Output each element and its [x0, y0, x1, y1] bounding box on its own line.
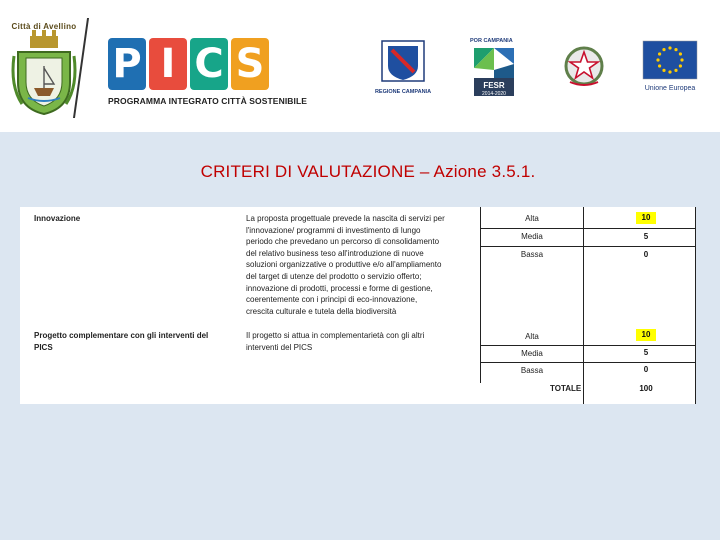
- regione-campania-logo: [374, 40, 432, 96]
- pics-letter-s: S: [231, 38, 269, 90]
- level-bassa: Bassa: [520, 250, 544, 259]
- score-media: 5: [643, 348, 649, 357]
- page-title: CRITERI DI VALUTAZIONE – Azione 3.5.1.: [200, 162, 536, 181]
- level-media: Media: [521, 349, 543, 358]
- italian-republic-emblem: [562, 42, 606, 92]
- criterion-complementare: [34, 330, 208, 353]
- criterion-complementare-description: [246, 330, 480, 353]
- score-bassa: 0: [643, 250, 649, 259]
- grid-line: [480, 246, 696, 247]
- por-caption: POR CAMPANIA: [470, 38, 513, 44]
- description-line: soluzioni organizzative o produttive e/o all'ampliamento: [246, 260, 442, 270]
- city-crest-text: Città di Avellino: [11, 22, 77, 31]
- grid-line: [695, 207, 696, 404]
- city-crest-logo: [8, 16, 80, 116]
- criterion-innovazione: Innovazione: [34, 214, 81, 223]
- score-media: 5: [643, 232, 649, 241]
- pics-logo: [108, 38, 269, 92]
- description-line: innovazione di prodotti, processi e forme di gestione,: [246, 283, 433, 293]
- description-line: del relativo business teso all'introduzione di nuove: [246, 248, 424, 258]
- total-value: 100: [639, 384, 653, 393]
- grid-line: [480, 207, 481, 383]
- republic-emblem-icon: [562, 42, 606, 90]
- description-line: del target di utenze del prodotto o servizio offerto;: [246, 271, 422, 281]
- total-label: TOTALE: [550, 384, 582, 393]
- description-line: l'innovazione/ programmi di investimento di lungo: [246, 225, 421, 235]
- eu-flag-icon: [640, 40, 700, 80]
- eu-caption: Unione Europea: [644, 85, 696, 92]
- score-bassa: 0: [643, 365, 649, 374]
- score-alta: 10: [636, 329, 656, 341]
- pics-letter-i: I: [149, 38, 187, 90]
- criterion-line: Progetto complementare con gli interventi del: [34, 331, 209, 340]
- fesr-years: 2014-2020: [482, 91, 506, 97]
- description-line: La proposta progettuale prevede la nascita di servizi per: [246, 214, 445, 223]
- por-fesr-icon: [470, 44, 516, 98]
- regione-campania-icon: [374, 40, 432, 84]
- grid-line: [480, 345, 696, 346]
- score-alta: 10: [636, 212, 656, 224]
- criteria-table: [20, 207, 696, 404]
- description-line: coerentemente con i principi di eco-innovazione,: [246, 295, 418, 305]
- city-crest-icon: [8, 16, 80, 116]
- grid-line: [480, 228, 696, 229]
- level-media: Media: [521, 232, 543, 241]
- pics-letter-p: P: [108, 38, 146, 90]
- level-alta: Alta: [525, 332, 539, 341]
- header-banner: [0, 0, 720, 132]
- level-alta: Alta: [525, 214, 539, 223]
- por-fesr-logo: [470, 38, 518, 98]
- fesr-label: FESR: [483, 81, 505, 90]
- criterion-innovazione-description: [246, 213, 480, 317]
- description-line: Il progetto si attua in complementarietà con gli altri: [246, 331, 425, 340]
- level-bassa: Bassa: [520, 366, 544, 375]
- eu-logo: [640, 40, 700, 96]
- pics-subtitle: PROGRAMMA INTEGRATO CITTÀ SOSTENIBILE: [108, 96, 308, 106]
- description-line: interventi del PICS: [246, 342, 313, 352]
- regione-campania-caption: REGIONE CAMPANIA: [374, 89, 432, 95]
- criterion-line: PICS: [34, 342, 53, 352]
- pics-letter-c: C: [190, 38, 228, 90]
- description-line: crescita culturale e tutela della biodiversità: [246, 306, 397, 316]
- description-line: periodo che prevedano un percorso di consolidamento: [246, 237, 440, 247]
- grid-line: [480, 362, 696, 363]
- grid-line: [583, 207, 584, 404]
